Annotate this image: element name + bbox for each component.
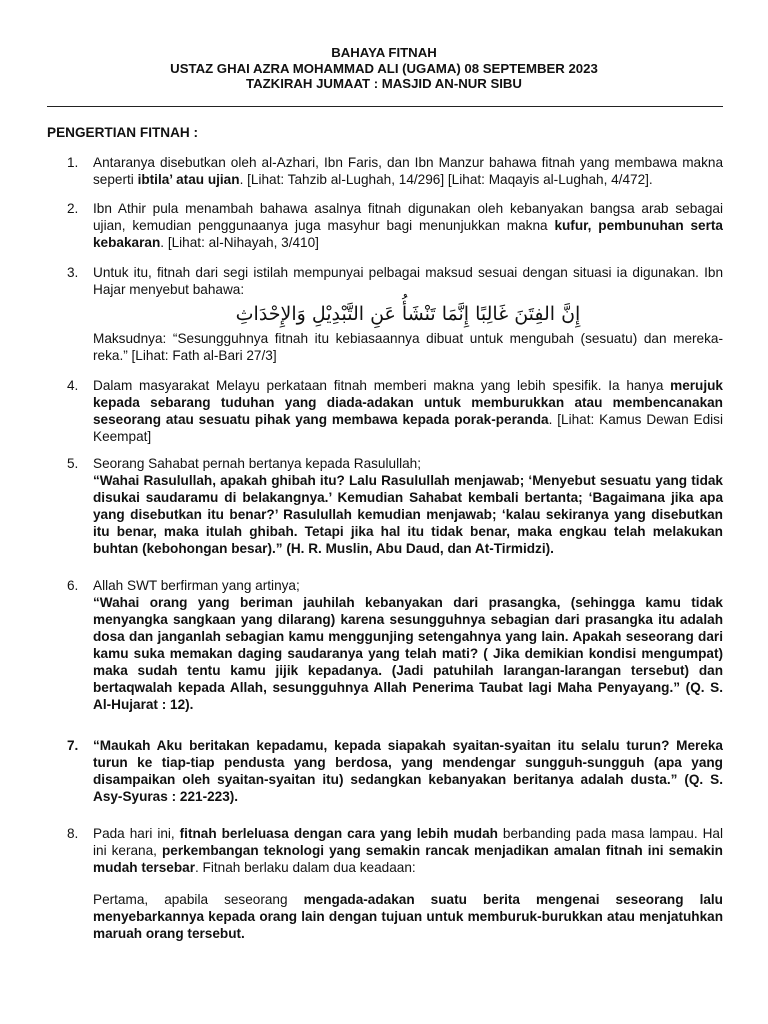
item-number: 4. (67, 378, 79, 393)
list-item (47, 264, 723, 364)
item-number: 6. (67, 578, 79, 593)
list-item (47, 377, 723, 445)
header-divider (47, 106, 723, 107)
item-text: Pada hari ini, fitnah berleluasa dengan cara yang lebih mudah berbanding pada masa lampau. Hal ini kerana, perkembangan teknologi yang semakin rancak menjadikan amalan fitnah ini semakin mudah tersebar. Fitnah berlaku dalam dua keadaan: Pertama, apabila seseorang mengada-adakan suatu berita mengenai seseorang lalu menyebarkannya kepada orang lain dengan tujuan untuk memburuk-burukkan atau menjatuhkan maruah orang tersebut. (93, 826, 723, 941)
item-text: Dalam masyarakat Melayu perkataan fitnah memberi makna yang lebih spesifik. Ia hanya merujuk kepada sebarang tuduhan yang diada-adakan untuk memburukkan atau membencanakan seseorang atau sesuatu pihak yang membawa kepada porak-peranda. [Lihat: Kamus Dewan Edisi Keempat] (93, 378, 723, 444)
item-text: Seorang Sahabat pernah bertanya kepada Rasulullah; “Wahai Rasulullah, apakah ghibah itu? Lalu Rasulullah menjawab; ‘Menyebut sesuatu yang tidak disukai saudaramu di belakangnya.’ Kemudian Sahabat kembali bertanta; ‘Bagaimana jika apa yang disebutkan itu benar?’ Rasulullah kemudian menjawab; ‘kalau sekiranya yang disebutkan itu benar, maka itulah ghibah. Tetapi jika hal itu tidak benar, maka engkau telah melakukan buhtan (kebohongan besar).” (H. R. Muslin, Abu Daud, dan At-Tirmidzi). (93, 456, 723, 556)
document-title: BAHAYA FITNAH (331, 45, 437, 60)
item-text: Antaranya disebutkan oleh al-Azhari, Ibn Faris, dan Ibn Manzur bahawa fitnah yang membawa makna seperti ibtila’ atau ujian. [Lihat: Tahzib al-Lughah, 14/296] [Lihat: Maqayis al-Lughah, 4/472]. (93, 155, 723, 187)
arabic-quote: إِنَّ الفِتَنَ غَالِبًا إِنَّمَا تَنْشَأُ عَنِ التَّبْدِيْلِ وَالإِحْدَاثِ (235, 303, 581, 325)
item-text: Allah SWT berfirman yang artinya; “Wahai orang yang beriman jauhilah kebanyakan dari prasangka, (sehingga kamu tidak menyangka sangkaan yang dilarang) karena sesungguhnya sebagian dari prasangka itu adalah dosa dan janganlah sebagian kamu menggunjing setengahnya yang lain. Apakah seseorang dari kamu suka memakan daging saudaranya yang telah mati? ( Jika demikian kondisi mengumpat) maka sudah tentu kamu jijik kepadanya. (Jadi patuhilah larangan-larangan tersebut) dan bertaqwalah kepada Allah, sesungguhnya Allah Penerima Taubat lagi Maha Penyayang.” (Q. S. Al-Hujarat : 12). (93, 578, 723, 712)
item-number: 1. (67, 155, 79, 170)
list-item (47, 154, 723, 188)
item-number: 3. (67, 265, 79, 280)
list-item (47, 737, 723, 805)
item-number: 5. (67, 456, 79, 471)
section-heading: PENGERTIAN FITNAH : (47, 125, 199, 140)
item-text: “Maukah Aku beritakan kepadamu, kepada siapakah syaitan-syaitan itu selalu turun? Mereka turun ke tiap-tiap pendusta yang berdosa, yang mendengar sungguh-sungguh (apa yang disampaikan oleh syaitan-syaitan itu) sedangkan kebanyakan beritanya adalah dusta.” (Q. S. Asy-Syuras : 221-223). (93, 738, 723, 804)
list-item (47, 200, 723, 251)
item-number: 2. (67, 201, 79, 216)
item-text: Untuk itu, fitnah dari segi istilah mempunyai pelbagai maksud sesuai dengan situasi ia digunakan. Ibn Hajar menyebut bahawa: إِنَّ الفِتَنَ غَالِبًا إِنَّمَا تَنْشَأُ عَنِ التَّبْدِيْلِ وَالإِحْدَاثِ Maksudnya: “Sesungguhnya fitnah itu kebiasaannya dibuat untuk mengubah (sesuatu) dan mereka-reka.” [Lihat: Fath al-Bari 27/3] (93, 265, 723, 363)
item-subparagraph: Pertama, apabila seseorang mengada-adakan suatu berita mengenai seseorang lalu menyebarkannya kepada orang lain dengan tujuan untuk memburuk-burukkan atau menjatuhkan maruah orang tersebut. (93, 892, 723, 941)
list-item (47, 825, 723, 942)
document-speaker-date: USTAZ GHAI AZRA MOHAMMAD ALI (UGAMA) 08 SEPTEMBER 2023 (170, 61, 598, 76)
list-item (47, 455, 723, 557)
item-number: 8. (67, 826, 79, 841)
document-event: TAZKIRAH JUMAAT : MASJID AN-NUR SIBU (246, 76, 522, 91)
list-item (47, 577, 723, 713)
item-number: 7. (67, 738, 79, 753)
item-text: Ibn Athir pula menambah bahawa asalnya fitnah digunakan oleh kebanyakan bangsa arab sebagai ujian, kemudian penggunaanya juga masyhur bagi menunjukkan makna kufur, pembunuhan serta kebakaran. [Lihat: al-Nihayah, 3/410] (93, 201, 723, 250)
